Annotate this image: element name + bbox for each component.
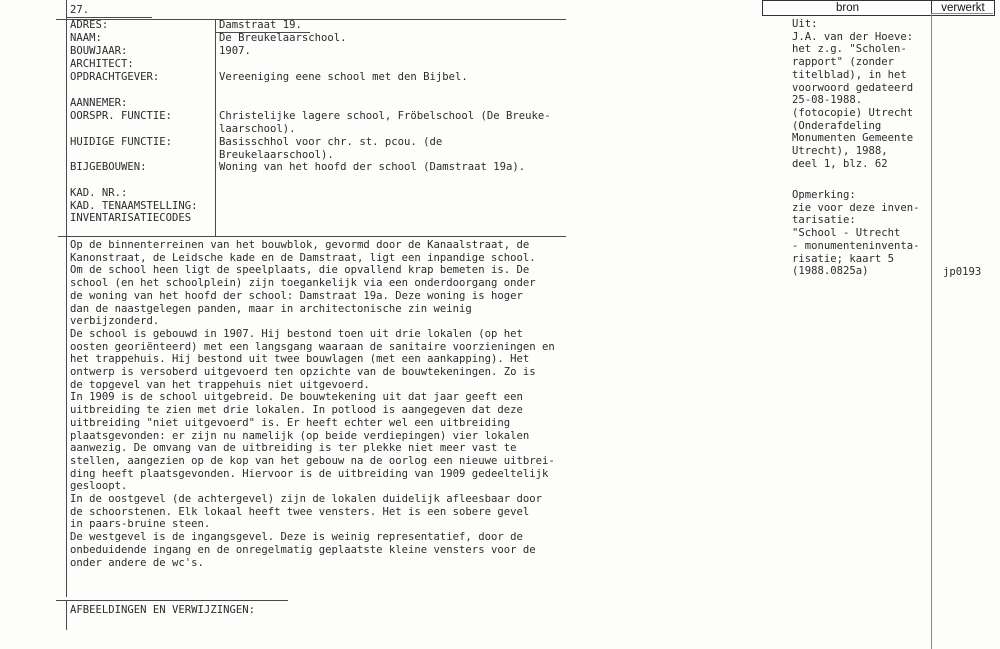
field-label: AANNEMER: [70, 97, 128, 109]
description-line: Kanonstraat, de Leidsche kade en de Damstraat, ligt een inpandige school. [70, 251, 536, 264]
source-line: het z.g. "Scholen- [792, 43, 907, 56]
field-label: KAD. TENAAMSTELLING: [70, 200, 198, 212]
source-line: titelblad), in het [792, 68, 907, 81]
remark-line: tarisatie: [792, 214, 856, 227]
field-value: 1907. [219, 45, 251, 57]
source-line: Utrecht), 1988, [792, 145, 888, 158]
field-label: NAAM: [70, 32, 102, 44]
description-line: gesloopt. [70, 480, 128, 493]
description-line: In de oostgevel (de achtergevel) zijn de lokalen duidelijk afleesbaar door [70, 493, 542, 506]
remark-line: - monumenteninventa- [792, 239, 920, 252]
remark-line: Opmerking: [792, 189, 856, 201]
field-label: OORSPR. FUNCTIE: [70, 110, 173, 122]
field-label: BIJGEBOUWEN: [70, 161, 147, 173]
column-header-verwerkt: verwerkt [931, 0, 995, 16]
field-value: Breukelaarschool). [219, 148, 334, 161]
description-text [70, 239, 565, 569]
field-value: De Breukelaarschool. [219, 32, 347, 44]
description-line: stellen, aangezien op de kop van het gebouw na de oorlog een nieuwe uitbrei- [70, 454, 555, 467]
description-line: aanwezig. De omvang van de uitbreiding is ter plekke niet meer vast te [70, 442, 517, 455]
description-line: De school is gebouwd in 1907. Hij bestond toen uit drie lokalen (op het [70, 327, 523, 340]
description-line: Om de school heen ligt de speelplaats, die opvallend krap bemeten is. De [70, 264, 530, 277]
description-line: onder andere de wc's. [70, 556, 204, 569]
description-line: plaatsgevonden: er zijn nu namelijk (op beide verdiepingen) vier lokalen [70, 429, 530, 442]
source-line: Uit: [792, 18, 818, 30]
source-remark [792, 189, 930, 278]
field-label: ARCHITECT: [70, 58, 134, 70]
description-line: de schoorstenen. Elk lokaal heeft twee vensters. Het is een sobere gevel [70, 505, 530, 518]
source-line: voorwoord gedateerd [792, 81, 914, 94]
field-value: Christelijke lagere school, Fröbelschool (De Breuke- [219, 110, 551, 122]
field-value: Damstraat 19. [219, 19, 302, 31]
illustrations-label: AFBEELDINGEN EN VERWIJZINGEN: [70, 604, 255, 616]
verwerkt-code: jp0193 [943, 266, 982, 278]
field-label: OPDRACHTGEVER: [70, 71, 160, 83]
remark-line: "School - Utrecht [792, 227, 901, 240]
source-line: rapport" (zonder [792, 56, 895, 69]
field-value: Woning van het hoofd der school (Damstraat 19a). [219, 161, 526, 173]
field-label: INVENTARISATIECODES [70, 212, 192, 224]
remark-line: risatie; kaart 5 [792, 252, 895, 265]
remark-line: (1988.0825a) [792, 265, 869, 278]
remark-line: zie voor deze inven- [792, 201, 920, 214]
source-citation [792, 18, 930, 170]
description-line: het trappehuis. Hij bestond uit twee bouwlagen (met een aankapping). Het [70, 353, 530, 366]
record-number: 27. [70, 4, 90, 16]
source-line: (Onderafdeling [792, 119, 882, 132]
description-line: onbeduidende ingang en de onregelmatig geplaatste kleine vensters voor de [70, 543, 536, 556]
description-line: ding heeft plaatsgevonden. Hiervoor is de uitbreiding van 1909 gedeeltelijk [70, 467, 549, 480]
field-label: HUIDIGE FUNCTIE: [70, 136, 173, 148]
description-line: de topgevel van het trappehuis niet uitgevoerd. [70, 378, 370, 391]
description-line: verbijzonderd. [70, 315, 160, 328]
source-line: J.A. van der Hoeve: [792, 30, 914, 43]
description-line: school (en het schoolplein) zijn toegankelijk via een onderdoorgang onder [70, 277, 536, 290]
description-line: ontwerp is versoberd uitgevoerd ten opzichte van de bouwtekeningen. Zo is [70, 366, 536, 379]
description-line: dan de naastgelegen panden, maar in architectonische zin weinig [70, 302, 472, 315]
description-line: in paars-bruine steen. [70, 518, 211, 531]
source-line: 25-08-1988. [792, 94, 863, 107]
field-value: laarschool). [219, 122, 296, 135]
description-line: uitbreiding te zien met drie lokalen. In potlood is aangegeven dat deze [70, 404, 523, 417]
description-line: In 1909 is de school uitgebreid. De bouwtekening uit dat jaar geeft een [70, 391, 523, 404]
field-label: ADRES: [70, 19, 109, 31]
field-label: KAD. NR.: [70, 187, 128, 199]
description-line: oosten georiënteerd) met een langsgang waaraan de sanitaire voorzieningen en [70, 340, 555, 353]
description-line: de woning van het hoofd der school: Damstraat 19a. Deze woning is hoger [70, 289, 523, 302]
field-value: Basisschhol voor chr. st. pcou. (de [219, 136, 443, 148]
column-header-bron: bron [762, 0, 933, 16]
source-line: (fotocopie) Utrecht [792, 106, 914, 119]
source-line: Monumenten Gemeente [792, 132, 914, 145]
description-line: uitbreiding "niet uitgevoerd" is. Er heeft echter wel een uitbreiding [70, 416, 511, 429]
description-line: Op de binnenterreinen van het bouwblok, gevormd door de Kanaalstraat, de [70, 239, 530, 251]
field-label: BOUWJAAR: [70, 45, 128, 57]
description-line: De westgevel is de ingangsgevel. Deze is weinig representatief, door de [70, 531, 523, 544]
field-value: Vereeniging eene school met den Bijbel. [219, 71, 468, 83]
source-line: deel 1, blz. 62 [792, 157, 888, 170]
